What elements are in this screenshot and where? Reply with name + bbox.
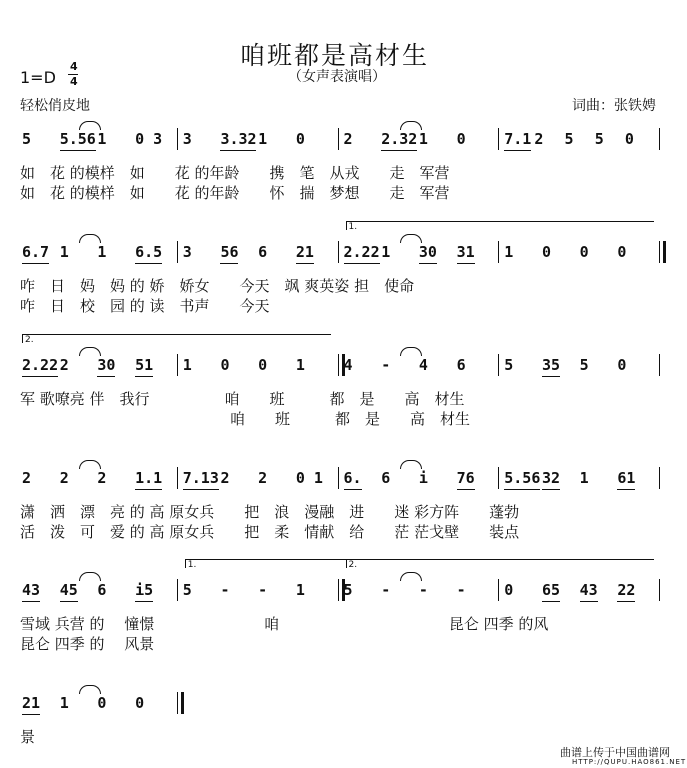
barline — [177, 354, 178, 376]
note: 30 — [97, 356, 116, 374]
tie-arc — [79, 347, 101, 356]
note: 5 — [22, 130, 32, 148]
barline-thick — [181, 692, 184, 714]
lyric-line: 如 花 的模样 如 花 的年龄 怀 揣 梦想 走 军营 — [20, 184, 450, 202]
note: 1.1 — [135, 469, 163, 487]
notation-line — [0, 560, 687, 603]
note: 76 — [456, 469, 475, 487]
barline — [659, 354, 660, 376]
barline — [498, 579, 499, 601]
note: 5 — [182, 581, 192, 599]
note: 1 — [59, 243, 69, 261]
note: 0 — [579, 243, 589, 261]
lyric-line: 军 歌嘹亮 伴 我行 咱 班 都 是 高 材生 — [20, 390, 465, 408]
notation-line — [0, 694, 687, 716]
note: 61 — [617, 469, 636, 487]
note: 2.22 — [22, 356, 59, 374]
volta-bracket: 1. — [185, 559, 494, 568]
barline — [498, 354, 499, 376]
note: 43 — [579, 581, 598, 599]
note: 0 — [617, 356, 627, 374]
note: - — [381, 356, 391, 374]
note: 31 — [456, 243, 475, 261]
note: 5.56 — [504, 469, 541, 487]
tie-arc — [400, 347, 422, 356]
tie-arc — [400, 234, 422, 243]
beam-underline — [135, 601, 153, 602]
note: 0 — [97, 694, 107, 712]
notation-line — [0, 222, 687, 265]
tie-arc — [79, 685, 101, 694]
note: 6 — [258, 243, 268, 261]
note: 1 — [295, 356, 305, 374]
beam-underline — [542, 376, 560, 377]
song-title: 咱班都是高材生 — [240, 41, 430, 70]
note: 0 — [541, 243, 551, 261]
note: 51 — [135, 356, 154, 374]
note: 0 3 — [135, 130, 163, 148]
note: 6.7 — [22, 243, 50, 261]
note: - — [258, 581, 268, 599]
note: 1 — [381, 243, 391, 261]
note: 35 — [541, 356, 560, 374]
beam-underline — [60, 150, 96, 151]
note: 32 — [541, 469, 560, 487]
note: 1 — [258, 130, 268, 148]
beam-underline — [296, 263, 314, 264]
beam-underline — [617, 601, 635, 602]
barline — [659, 128, 660, 150]
song-subtitle: （女声表演唱） — [288, 69, 386, 85]
note: 6 — [97, 581, 107, 599]
note: 30 — [418, 243, 437, 261]
time-signature-top: 4 — [70, 60, 78, 73]
time-signature-bottom: 4 — [70, 75, 78, 88]
tempo-marking: 轻松俏皮地 — [20, 98, 90, 114]
barline-thick — [663, 241, 666, 263]
composer-credit: 词曲：张铁娉 — [572, 98, 656, 114]
note: 65 — [541, 581, 560, 599]
note: 5 — [504, 356, 514, 374]
beam-underline — [220, 150, 256, 151]
tie-arc — [79, 234, 101, 243]
note: 2 — [343, 130, 353, 148]
beam-underline — [183, 489, 219, 490]
tie-arc — [79, 572, 101, 581]
note: 5 — [564, 130, 574, 148]
note: 1 — [418, 130, 428, 148]
note: 0 — [295, 130, 305, 148]
lyric-line: 如 花 的模样 如 花 的年龄 携 笔 从戎 走 军营 — [20, 164, 450, 182]
barline — [498, 241, 499, 263]
repeat-barline — [659, 241, 660, 263]
barline — [177, 579, 178, 601]
volta-bracket: 2. — [346, 559, 655, 568]
beam-underline — [344, 489, 362, 490]
tie-arc — [400, 460, 422, 469]
beam-underline — [135, 376, 153, 377]
note: - — [381, 581, 391, 599]
note: 6.5 — [135, 243, 163, 261]
barline — [659, 579, 660, 601]
note: 1 — [59, 694, 69, 712]
note: 56 — [220, 243, 239, 261]
note: 1 — [182, 356, 192, 374]
note: 2.32 — [381, 130, 418, 148]
barline — [659, 467, 660, 489]
lyric-line: 咱 班 都 是 高 材生 — [20, 410, 471, 428]
note: 0 — [220, 356, 230, 374]
beam-underline — [135, 489, 162, 490]
lyric-line: 雪域 兵营 的 憧憬 咱 昆仑 四季 的风 — [20, 615, 549, 633]
final-barline — [177, 692, 178, 714]
note: 7.13 — [182, 469, 219, 487]
lyric-line: 咋 日 妈 妈 的 娇 娇女 今天 飒 爽英姿 担 使命 — [20, 277, 415, 295]
tie-arc — [400, 572, 422, 581]
note: 1 — [295, 581, 305, 599]
repeat-barline — [338, 354, 339, 376]
note: 6 — [456, 356, 466, 374]
beam-underline — [504, 489, 540, 490]
note: 43 — [22, 581, 41, 599]
beam-underline — [22, 376, 58, 377]
note: 45 — [59, 581, 78, 599]
beam-underline — [542, 489, 560, 490]
note: 1 — [579, 469, 589, 487]
beam-underline — [457, 263, 475, 264]
note: 21 — [295, 243, 314, 261]
note: 1 — [97, 243, 107, 261]
note: 7.1 — [504, 130, 532, 148]
note: - — [220, 581, 230, 599]
note: 0 — [624, 130, 634, 148]
lyric-line: 活 泼 可 爱 的 高 原女兵 把 柔 情献 给 茫 茫戈壁 装点 — [20, 523, 520, 541]
note: 6 — [381, 469, 391, 487]
note: i5 — [135, 581, 154, 599]
note: 1 — [504, 243, 514, 261]
lyric-line: 昆仑 四季 的 风景 — [20, 635, 155, 653]
beam-underline — [22, 601, 40, 602]
note: 2 — [534, 130, 544, 148]
barline — [177, 467, 178, 489]
notation-line — [0, 469, 687, 491]
note: - — [418, 581, 428, 599]
note: 2 — [97, 469, 107, 487]
beam-underline — [457, 489, 475, 490]
note: 0 — [504, 581, 514, 599]
note: 22 — [617, 581, 636, 599]
beam-underline — [97, 376, 115, 377]
repeat-barline — [338, 579, 339, 601]
beam-underline — [381, 150, 417, 151]
note: 2 — [59, 356, 69, 374]
beam-underline — [419, 263, 437, 264]
barline — [177, 241, 178, 263]
note: 5 — [343, 581, 353, 599]
tie-arc — [79, 460, 101, 469]
beam-underline — [617, 489, 635, 490]
footer-url: HTTP://QUPU.HAO861.NET — [572, 758, 687, 766]
note: 4 — [343, 356, 353, 374]
note: 3 — [182, 243, 192, 261]
note: - — [456, 581, 466, 599]
footer-watermark: 曲谱上传于中国曲谱网 — [560, 746, 670, 759]
barline — [498, 467, 499, 489]
note: 2 — [220, 469, 230, 487]
lyric-line: 潇 洒 漂 亮 的 高 原女兵 把 浪 漫融 进 迷 彩方阵 蓬勃 — [20, 503, 520, 521]
key-signature: 1=D — [20, 68, 56, 87]
note: 4 — [418, 356, 428, 374]
note: 2 — [22, 469, 32, 487]
beam-underline — [504, 150, 531, 151]
beam-underline — [22, 263, 49, 264]
barline — [177, 128, 178, 150]
volta-bracket: 1. — [346, 221, 655, 230]
beam-underline — [22, 714, 40, 715]
barline — [338, 128, 339, 150]
note: 21 — [22, 694, 41, 712]
notation-line — [0, 335, 687, 378]
beam-underline — [344, 263, 380, 264]
beam-underline — [580, 601, 598, 602]
barline — [338, 467, 339, 489]
tie-arc — [79, 121, 101, 130]
beam-underline — [220, 263, 238, 264]
note: 3.32 — [220, 130, 257, 148]
note: 2 — [59, 469, 69, 487]
volta-bracket: 2. — [22, 334, 331, 343]
beam-underline — [60, 601, 78, 602]
note: i — [418, 469, 428, 487]
note: 3 — [182, 130, 192, 148]
note: 2 — [258, 469, 268, 487]
note: 5 — [579, 356, 589, 374]
note: 2.22 — [343, 243, 380, 261]
tie-arc — [400, 121, 422, 130]
lyric-line: 咋 日 校 园 的 读 书声 今天 — [20, 297, 270, 315]
note: 6. — [343, 469, 362, 487]
beam-underline — [135, 263, 162, 264]
beam-underline — [542, 601, 560, 602]
lyric-line: 景 — [20, 728, 36, 746]
notation-line — [0, 130, 687, 152]
note: 5 — [594, 130, 604, 148]
barline — [498, 128, 499, 150]
note: 0 — [135, 694, 145, 712]
note: 0 — [617, 243, 627, 261]
barline — [338, 241, 339, 263]
note: 0 — [258, 356, 268, 374]
note: 0 1 — [295, 469, 323, 487]
note: 1 — [97, 130, 107, 148]
note: 0 — [456, 130, 466, 148]
note: 5.56 — [59, 130, 96, 148]
